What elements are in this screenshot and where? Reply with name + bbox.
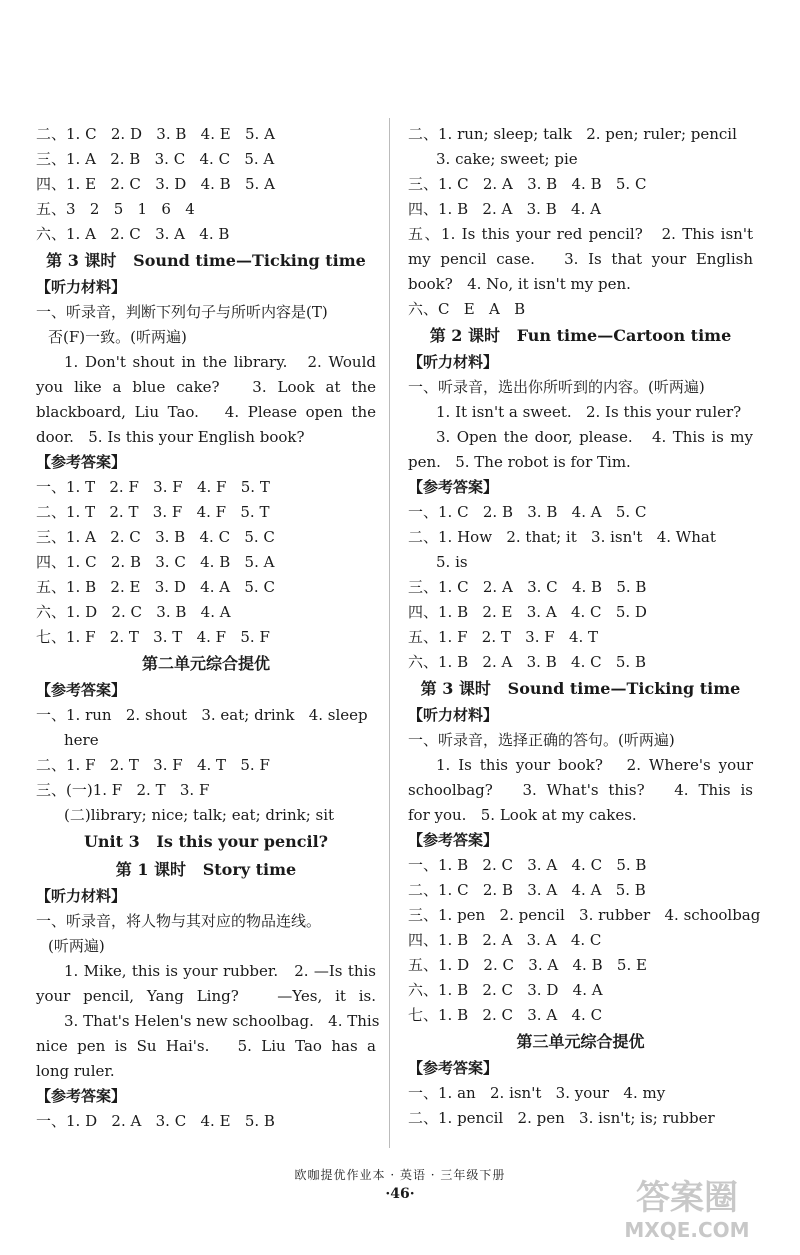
text-line: 七、1. B 2. C 3. A 4. C xyxy=(408,1006,603,1024)
text-line: 五、1. B 2. E 3. D 4. A 5. C xyxy=(36,578,275,596)
text-line: nice pen is Su Hai's. 5. Liu Tao has a xyxy=(36,1037,376,1055)
watermark-bottom-text: MXQE.COM xyxy=(624,1218,750,1242)
text-line: here xyxy=(64,731,99,749)
section-label: 【参考答案】 xyxy=(36,1087,127,1105)
text-line: 5. is xyxy=(436,553,468,571)
text-line: 二、1. C 2. B 3. A 4. A 5. B xyxy=(408,881,646,899)
text-line: 二、1. pencil 2. pen 3. isn't; is; rubber xyxy=(408,1109,715,1127)
text-line: 二、1. F 2. T 3. F 4. T 5. F xyxy=(36,756,270,774)
text-line: (二)library; nice; talk; eat; drink; sit xyxy=(64,806,335,824)
section-label: 【参考答案】 xyxy=(36,681,127,699)
text-line: 三、1. pen 2. pencil 3. rubber 4. schoolbag xyxy=(408,906,761,924)
section-heading: 第 3 课时 Sound time—Ticking time xyxy=(46,251,366,270)
section-label: 【参考答案】 xyxy=(36,453,127,471)
section-heading: 第 3 课时 Sound time—Ticking time xyxy=(420,679,741,698)
text-line: 1. It isn't a sweet. 2. Is this your ruler? xyxy=(436,403,742,421)
text-line: (听两遍) xyxy=(48,937,105,955)
watermark-top-text: 答案圈 xyxy=(636,1178,738,1218)
section-label: 【听力材料】 xyxy=(408,706,499,724)
text-line: 三、(一)1. F 2. T 3. F xyxy=(36,781,210,799)
text-line: 三、1. A 2. B 3. C 4. C 5. A xyxy=(36,150,275,168)
column-divider xyxy=(389,118,390,1148)
text-line: book? 4. No, it isn't my pen. xyxy=(408,275,631,293)
text-line: 七、1. F 2. T 3. T 4. F 5. F xyxy=(36,628,270,646)
text-line: blackboard, Liu Tao. 4. Please open the xyxy=(36,403,376,421)
page-number: ·46· xyxy=(385,1186,415,1202)
text-line: 六、1. B 2. A 3. B 4. C 5. B xyxy=(408,653,646,671)
text-line: 五、1. F 2. T 3. F 4. T xyxy=(408,628,599,646)
left-column xyxy=(36,122,380,1134)
text-line: long ruler. xyxy=(36,1062,115,1080)
section-heading: 第 1 课时 Story time xyxy=(115,860,297,879)
text-line: 一、1. run 2. shout 3. eat; drink 4. sleep xyxy=(36,706,368,724)
text-line: 四、1. E 2. C 3. D 4. B 5. A xyxy=(36,175,275,193)
text-line: 一、1. T 2. F 3. F 4. F 5. T xyxy=(36,478,270,496)
text-line: 四、1. B 2. E 3. A 4. C 5. D xyxy=(408,603,647,621)
text-line: 五、3 2 5 1 6 4 xyxy=(36,200,195,218)
text-line: schoolbag? 3. What's this? 4. This is xyxy=(408,781,753,799)
section-label: 【听力材料】 xyxy=(36,887,127,905)
text-line: 六、1. D 2. C 3. B 4. A xyxy=(36,603,231,621)
text-line: 四、1. B 2. A 3. B 4. A xyxy=(408,200,601,218)
text-line: 一、听录音，选出你所听到的内容。(听两遍) xyxy=(408,378,705,396)
text-line: 二、1. How 2. that; it 3. isn't 4. What xyxy=(408,528,716,546)
watermark-logo xyxy=(592,1173,782,1243)
section-label: 【听力材料】 xyxy=(36,278,127,296)
text-line: 三、1. C 2. A 3. B 4. B 5. C xyxy=(408,175,647,193)
section-label: 【听力材料】 xyxy=(408,353,499,371)
text-line: 四、1. B 2. A 3. A 4. C xyxy=(408,931,602,949)
text-line: 六、1. B 2. C 3. D 4. A xyxy=(408,981,603,999)
section-heading: 第二单元综合提优 xyxy=(141,654,270,673)
text-line: 一、1. D 2. A 3. C 4. E 5. B xyxy=(36,1112,275,1130)
section-heading: Unit 3 Is this your pencil? xyxy=(83,832,329,851)
section-label: 【参考答案】 xyxy=(408,1059,499,1077)
text-line: 一、1. an 2. isn't 3. your 4. my xyxy=(408,1084,666,1102)
text-line: 三、1. C 2. A 3. C 4. B 5. B xyxy=(408,578,647,596)
text-line: 二、1. run; sleep; talk 2. pen; ruler; pencil xyxy=(408,125,737,143)
section-heading: 第 2 课时 Fun time—Cartoon time xyxy=(429,326,732,345)
section-label: 【参考答案】 xyxy=(408,478,499,496)
text-line: 二、1. C 2. D 3. B 4. E 5. A xyxy=(36,125,275,143)
text-line: my pencil case. 3. Is that your English xyxy=(408,250,753,268)
text-line: 一、1. B 2. C 3. A 4. C 5. B xyxy=(408,856,647,874)
text-line: 3. cake; sweet; pie xyxy=(436,150,578,168)
text-line: 1. Don't shout in the library. 2. Would xyxy=(64,353,376,371)
text-line: 六、C E A B xyxy=(408,300,526,318)
text-line: 一、听录音，将人物与其对应的物品连线。 xyxy=(36,912,322,930)
text-line: 一、听录音，判断下列句子与所听内容是(T) xyxy=(36,303,328,321)
footer-book-title: 欧咖提优作业本 · 英语 · 三年级下册 xyxy=(294,1168,506,1182)
text-line: 六、1. A 2. C 3. A 4. B xyxy=(36,225,230,243)
text-line: 一、1. C 2. B 3. B 4. A 5. C xyxy=(408,503,647,521)
text-line: 五、1. Is this your red pencil? 2. This isn't xyxy=(408,225,753,243)
text-line: 1. Mike, this is your rubber. 2. —Is this xyxy=(64,962,376,980)
text-line: 三、1. A 2. C 3. B 4. C 5. C xyxy=(36,528,275,546)
right-column xyxy=(408,122,761,1131)
text-line: your pencil, Yang Ling? —Yes, it is. xyxy=(36,987,376,1005)
text-line: you like a blue cake? 3. Look at the xyxy=(36,378,376,396)
text-line: door. 5. Is this your English book? xyxy=(36,428,305,446)
text-line: 四、1. C 2. B 3. C 4. B 5. A xyxy=(36,553,275,571)
text-line: pen. 5. The robot is for Tim. xyxy=(408,453,631,471)
text-line: 五、1. D 2. C 3. A 4. B 5. E xyxy=(408,956,647,974)
text-line: 3. Open the door, please. 4. This is my xyxy=(436,428,753,446)
text-line: 3. That's Helen's new schoolbag. 4. This xyxy=(64,1012,380,1030)
section-heading: 第三单元综合提优 xyxy=(516,1032,645,1051)
text-line: for you. 5. Look at my cakes. xyxy=(408,806,637,824)
section-label: 【参考答案】 xyxy=(408,831,499,849)
text-line: 否(F)一致。(听两遍) xyxy=(48,328,187,346)
text-line: 一、听录音，选择正确的答句。(听两遍) xyxy=(408,731,675,749)
text-line: 二、1. T 2. T 3. F 4. F 5. T xyxy=(36,503,270,521)
text-line: 1. Is this your book? 2. Where's your xyxy=(436,756,753,774)
